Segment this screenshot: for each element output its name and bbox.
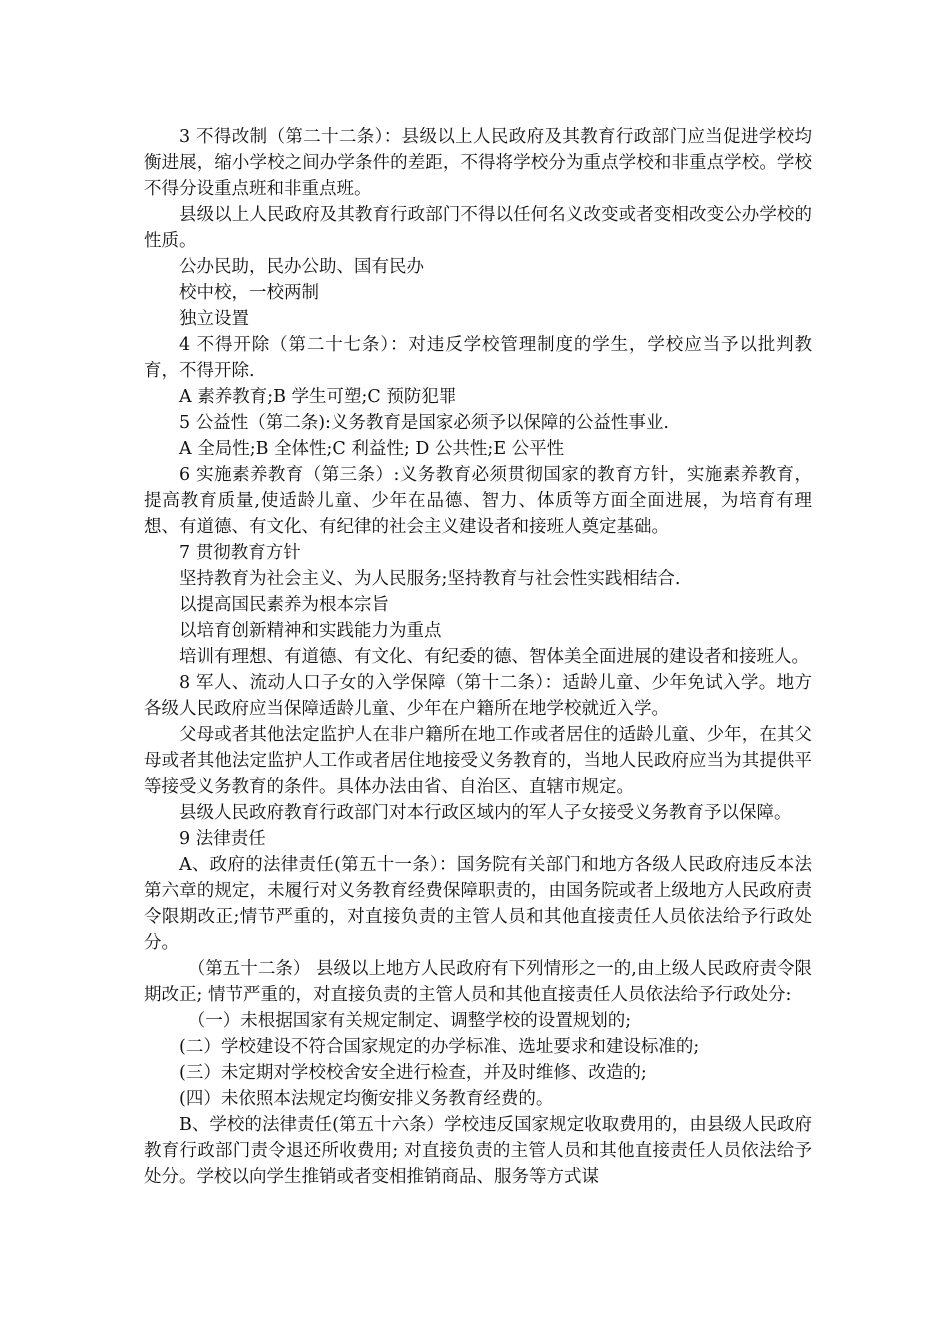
paragraph: 9 法律责任 xyxy=(179,829,266,849)
paragraph: 5 公益性（第二条):义务教育是国家必须予以保障的公益性事业. xyxy=(179,413,669,433)
paragraph: 父母或者其他法定监护人在非户籍所在地工作或者居住的适龄儿童、少年，在其父母或者其他法定监护人工作或者居住地接受义务教育的，当地人民政府应当为其提供平等接受义务教育的条件。具体办法由省、自治区、直辖市规定。 xyxy=(144,725,812,797)
paragraph: 3 不得改制（第二十二条）：县级以上人民政府及其教育行政部门应当促进学校均衡进展，缩小学校之间办学条件的差距，不得将学校分为重点学校和非重点学校。学校不得分设重点班和非重点班。 xyxy=(144,127,812,199)
paragraph: B、学校的法律责任(第五十六条）学校违反国家规定收取费用的，由县级人民政府教育行政部门责令退还所收费用; 对直接负责的主管人员和其他直接责任人员依法给予处分。学校以向学生推销或者变相推销商品、服务等方式谋 xyxy=(144,1115,812,1187)
paragraph: 4 不得开除（第二十七条）：对违反学校管理制度的学生，学校应当予以批判教育，不得开除. xyxy=(144,335,812,381)
paragraph: 坚持教育为社会主义、为人民服务;坚持教育与社会性实践相结合. xyxy=(179,569,681,589)
paragraph: 以培育创新精神和实践能力为重点 xyxy=(179,621,442,641)
paragraph: A 素养教育;B 学生可塑;C 预防犯罪 xyxy=(179,387,457,407)
paragraph: 以提高国民素养为根本宗旨 xyxy=(179,595,389,615)
paragraph: 8 军人、流动人口子女的入学保障（第十二条）：适龄儿童、少年免试入学。地方各级人民政府应当保障适龄儿童、少年在户籍所在地学校就近入学。 xyxy=(144,673,812,719)
paragraph: 县级以上人民政府及其教育行政部门不得以任何名义改变或者变相改变公办学校的性质。 xyxy=(144,205,812,251)
paragraph: 校中校，一校两制 xyxy=(179,283,319,303)
paragraph: 公办民助，民办公助、国有民办 xyxy=(179,257,424,277)
paragraph: （一）未根据国家有关规定制定、调整学校的设置规划的; xyxy=(187,1011,632,1031)
paragraph: 县级人民政府教育行政部门对本行政区域内的军人子女接受义务教育予以保障。 xyxy=(179,803,792,823)
paragraph: 培训有理想、有道德、有文化、有纪委的德、智体美全面进展的建设者和接班人。 xyxy=(179,647,809,667)
paragraph: A、政府的法律责任(第五十一条）：国务院有关部门和地方各级人民政府违反本法第六章的规定，未履行对义务教育经费保障职责的，由国务院或者上级地方人民政府责令限期改正;情节严重的，对直接负责的主管人员和其他直接责任人员依法给予行政处分。 xyxy=(144,855,812,953)
paragraph: 7 贯彻教育方针 xyxy=(179,543,301,563)
paragraph: A 全局性;B 全体性;C 利益性; D 公共性;E 公平性 xyxy=(179,439,565,459)
document-body xyxy=(144,124,812,1190)
paragraph: (四）未依照本法规定均衡安排义务教育经费的。 xyxy=(179,1089,554,1109)
paragraph: (三）未定期对学校校舍安全进行检查，并及时维修、改造的; xyxy=(179,1063,647,1083)
paragraph: 6 实施素养教育（第三条）:义务教育必须贯彻国家的教育方针，实施素养教育，提高教育质量,使适龄儿童、少年在品德、智力、体质等方面全面进展，为培育有理想、有道德、有文化、有纪律的社会主义建设者和接班人奠定基础。 xyxy=(144,465,812,537)
paragraph: （第五十二条） 县级以上地方人民政府有下列情形之一的,由上级人民政府责令限期改正; 情节严重的，对直接负责的主管人员和其他直接责任人员依法给予行政处分: xyxy=(144,959,812,1005)
paragraph: (二）学校建设不符合国家规定的办学标准、选址要求和建设标准的; xyxy=(179,1037,700,1057)
paragraph: 独立设置 xyxy=(179,309,249,329)
